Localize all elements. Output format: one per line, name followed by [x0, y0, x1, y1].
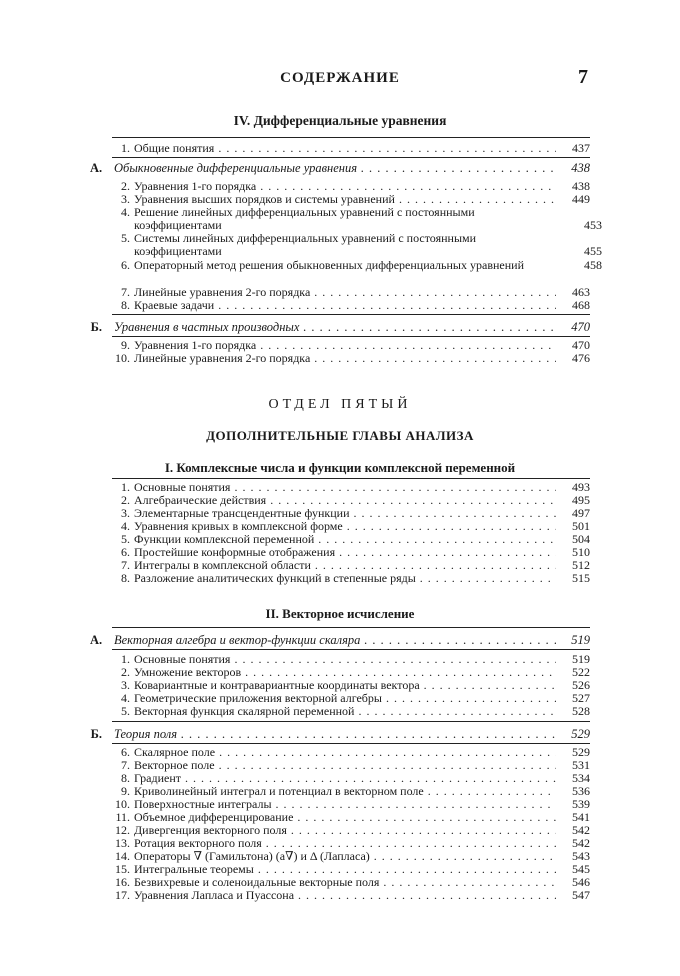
toc-entry: 7. Линейные уравнения 2-го порядка . . . 463 [112, 286, 590, 299]
toc-entry: 6. Скалярное поле . . . 529 [112, 746, 590, 759]
toc-entry: 17. Уравнения Лапласа и Пуассона . . . 547 [112, 889, 590, 902]
toc-entry: 9. Криволинейный интеграл и потенциал в векторном поле . . . 536 [112, 785, 590, 798]
toc-entry: 1. Основные понятия . . . 519 [112, 653, 590, 666]
toc-entry: 5. Функции комплексной переменной . . . 504 [112, 533, 590, 546]
toc-part-a: А. Векторная алгебра и вектор-функции скаляра . . . 519 [90, 634, 590, 647]
toc-entry: 3. Элементарные трансцендентные функции . . . 497 [112, 507, 590, 520]
toc-entry: 11. Объемное дифференцирование . . . 541 [112, 811, 590, 824]
toc-part-a: А. Обыкновенные дифференциальные уравнения . . . 438 [90, 162, 590, 175]
toc-entry: 8. Краевые задачи . . . 468 [112, 299, 590, 312]
rule [112, 336, 590, 337]
toc-entry: 6. Простейшие конформные отображения . . . 510 [112, 546, 590, 559]
chapter-heading-i: I. Комплексные числа и функции комплексной переменной [164, 460, 516, 475]
toc-entry: 13. Ротация векторного поля . . . 542 [112, 837, 590, 850]
rule [112, 649, 590, 650]
toc-entry: 12. Дивергенция векторного поля . . . 542 [112, 824, 590, 837]
rule [112, 627, 590, 628]
toc-entry: 5. Системы линейных дифференциальных уравнений с постоянными коэффициентами 455 [121, 231, 602, 258]
section-label: ОТДЕЛ ПЯТЫЙ [268, 397, 412, 412]
toc-entry: 5. Векторная функция скалярной переменной . . . 528 [112, 705, 590, 718]
toc-entry: 1. Основные понятия . . . 493 [112, 481, 590, 494]
toc-entry: 2. Алгебраические действия . . . 495 [112, 494, 590, 507]
toc-entry: 8. Разложение аналитических функций в степенные ряды . . . 515 [112, 572, 590, 585]
toc-entry: 14. Операторы ∇ (Гамильтона) (a∇) и Δ (Лапласа) . . . 543 [112, 850, 590, 863]
toc-part-b: Б. Теория поля . . . 529 [90, 728, 590, 741]
toc-entry: 4. Геометрические приложения векторной алгебры . . . 527 [112, 692, 590, 705]
toc-entry: 1. Общие понятия . . . 437 [112, 142, 590, 155]
rule [112, 157, 590, 158]
rule [112, 478, 590, 479]
chapter-heading-iv: IV. Дифференциальные уравнения [233, 113, 447, 128]
toc-entry: 10. Линейные уравнения 2-го порядка . . . 476 [112, 352, 590, 365]
toc-entry: 2. Умножение векторов . . . 522 [112, 666, 590, 679]
page-number: 7 [578, 66, 588, 88]
toc-entry: 7. Векторное поле . . . 531 [112, 759, 590, 772]
rule [112, 743, 590, 744]
toc-entry: 6. Операторный метод решения обыкновенных дифференциальных уравнений 458 [121, 258, 602, 272]
toc-entry: 16. Безвихревые и соленоидальные векторные поля . . . 546 [112, 876, 590, 889]
toc-entry: 3. Ковариантные и контравариантные координаты вектора . . . 526 [112, 679, 590, 692]
toc-entry: 15. Интегральные теоремы . . . 545 [112, 863, 590, 876]
toc-entry: 8. Градиент . . . 534 [112, 772, 590, 785]
rule [112, 721, 590, 722]
rule [112, 314, 590, 315]
toc-entry: 3. Уравнения высших порядков и системы уравнений . . . 449 [112, 193, 590, 206]
rule [112, 137, 590, 138]
chapter-heading-ii: II. Векторное исчисление [265, 606, 415, 621]
toc-entry: 7. Интегралы в комплексной области . . . 512 [112, 559, 590, 572]
toc-entry: 2. Уравнения 1-го порядка . . . 438 [112, 180, 590, 193]
toc-entry: 4. Решение линейных дифференциальных уравнений с постоянными коэффициентами 453 [121, 205, 602, 232]
toc-entry: 9. Уравнения 1-го порядка . . . 470 [112, 339, 590, 352]
toc-entry: 4. Уравнения кривых в комплексной форме . . . 501 [112, 520, 590, 533]
section-title: ДОПОЛНИТЕЛЬНЫЕ ГЛАВЫ АНАЛИЗА [206, 428, 474, 443]
running-header-title: СОДЕРЖАНИЕ [280, 70, 400, 86]
toc-part-b: Б. Уравнения в частных производных . . . 470 [90, 321, 590, 334]
toc-entry: 10. Поверхностные интегралы . . . 539 [112, 798, 590, 811]
